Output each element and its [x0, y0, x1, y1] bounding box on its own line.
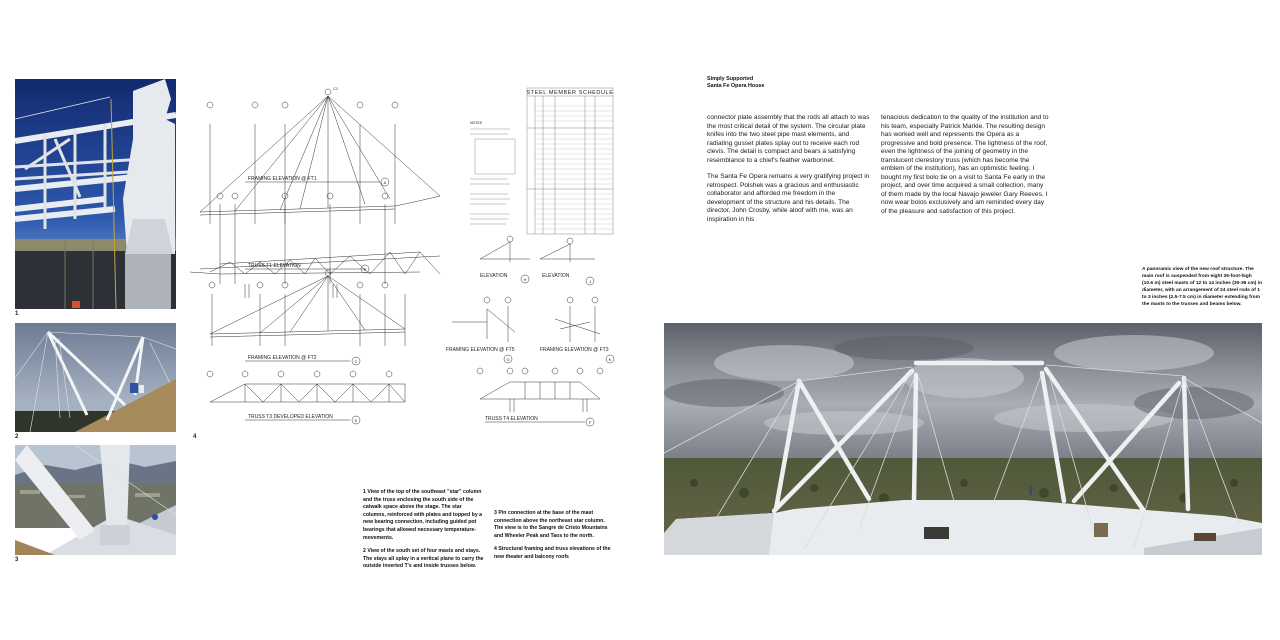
- drawing-notes: [470, 129, 515, 224]
- drawing-framing-ft5: [452, 297, 515, 363]
- label-framing-ft2: FRAMING ELEVATION @ FT2: [248, 355, 317, 361]
- tag-c: C: [354, 359, 358, 364]
- tag-a: A: [383, 180, 387, 185]
- star-column-image: [15, 79, 176, 309]
- photo-star-column: [15, 79, 176, 309]
- drawing-framing-ft3: [555, 297, 614, 363]
- caption-4: 4 Structural framing and truss elevations of the new theater and balcony roofs: [494, 546, 611, 560]
- label-framing-ft5: FRAMING ELEVATION @ FT5: [446, 347, 515, 353]
- tag-b: B: [363, 267, 367, 272]
- steel-member-schedule: [527, 88, 613, 234]
- drawing-framing-ft2: [209, 270, 405, 365]
- schedule-rows: [535, 106, 613, 229]
- figure-number-3: 3: [15, 557, 19, 563]
- running-header: [707, 76, 765, 90]
- body-paragraph: The Santa Fe Opera remains a very gratifying project in retrospect. Polshek was a gracious and enthusiastic collaborator and afforded me freedom in the development of the structure and his details. The director, John Crosby, while aloof with me, was an inspiration in his: [707, 173, 870, 223]
- label-framing-ft3: FRAMING ELEVATION @ FT3: [540, 347, 609, 353]
- panorama-image: [664, 323, 1262, 555]
- label-elevation-h: ELEVATION: [480, 273, 508, 279]
- caption-2: 2 View of the south set of four masts and stays. The stays all splay in a vertical plane to carry the outside inverted T's and inside trusses below.: [363, 548, 484, 570]
- caption-3: 3 Pin connection at the base of the mast connection above the northeast star column. The view is to the Sangre de Cristo Mountains and Wheeler Peak and Taos to the north.: [494, 510, 608, 539]
- figure-number-4: 4: [193, 434, 197, 440]
- south-masts-image: [15, 323, 176, 432]
- body-column-2: [881, 114, 1049, 224]
- label-truss-t1: TRUSS T1 ELEVATION: [248, 263, 301, 269]
- figure-number-2: 2: [15, 434, 19, 440]
- pin-connection-image: [15, 445, 176, 555]
- label-framing-ft1: FRAMING ELEVATION @ FT1: [248, 176, 317, 182]
- label-truss-t3: TRUSS T3 DEVELOPED ELEVATION: [248, 414, 333, 420]
- photo-pin-connection: [15, 445, 176, 555]
- tag-j: J: [589, 279, 591, 284]
- figure-number-1: 1: [15, 311, 19, 317]
- tag-e: E: [354, 418, 358, 423]
- panorama-caption: A panoramic view of the new roof structure. The main roof is suspended from eight 35-foot-high (10.6 m) steel masts of 12 to 14 inches (30-36 cm) in diameter, with an arrangement of 24 steel rods of 1 to 3 inches (2.5-7.5 cm) in diameter extending from the masts to the trusses and beams below.: [1142, 267, 1263, 307]
- body-column-1: [707, 114, 872, 232]
- drawing-framing-ft1: [200, 89, 440, 224]
- tag-f: F: [588, 420, 592, 425]
- mast-tag: C1: [333, 86, 339, 91]
- structural-drawings: [190, 84, 630, 434]
- caption-1: 1 View of the top of the southeast "star" column and the truss enclosing the south side of the catwalk space above the stage. The star columns, reinforced with plates and topped by a new bearing connection, including guided pot bearings that allowed necessary temperature-movements.: [363, 489, 483, 541]
- schedule-title: STEEL MEMBER SCHEDULE: [526, 90, 614, 96]
- body-paragraph: tenacious dedication to the quality of the institution and to his team, especially Patrick Markle. The resulting design has worked well and represents the Opera as a progressive and bold presence. The lightness of the roof, even the lightness of the joining of geometry in the translucent clerestory truss (which has become the emblem of the institution), has an optimistic feeling. I bought my first bolo tie on a visit to Santa Fe early in the project, and over time acquired a small collection, many of them made by the local Navajo jeweler Gary Reeves. I now wear bolos exclusively and am reminded every day of the pleasure and satisfaction of this project.: [881, 114, 1049, 215]
- running-header-subtitle: Santa Fe Opera House: [707, 83, 765, 89]
- notes-title: NOTES: [470, 121, 483, 125]
- tag-g: G: [506, 357, 510, 362]
- tag-h: H: [523, 277, 527, 282]
- body-paragraph: connector plate assembly that the rods all attach to was the most critical detail of the system. The circular plate knifes into the two steel pipe mast elements, and radiating gusset plates splay out to receive each rod clevis. The detail is compact and bears a satisfying resemblance to a chief's feather warbonnet.: [707, 114, 870, 164]
- photo-panorama-roof: [664, 323, 1262, 555]
- tag-k: K: [608, 357, 612, 362]
- label-elevation-j: ELEVATION: [542, 273, 570, 279]
- photo-south-masts: [15, 323, 176, 432]
- label-truss-t4: TRUSS T4 ELEVATION: [485, 416, 538, 422]
- captions-left: [363, 489, 485, 577]
- captions-right: [494, 510, 614, 568]
- running-header-chapter: Simply Supported: [707, 76, 754, 82]
